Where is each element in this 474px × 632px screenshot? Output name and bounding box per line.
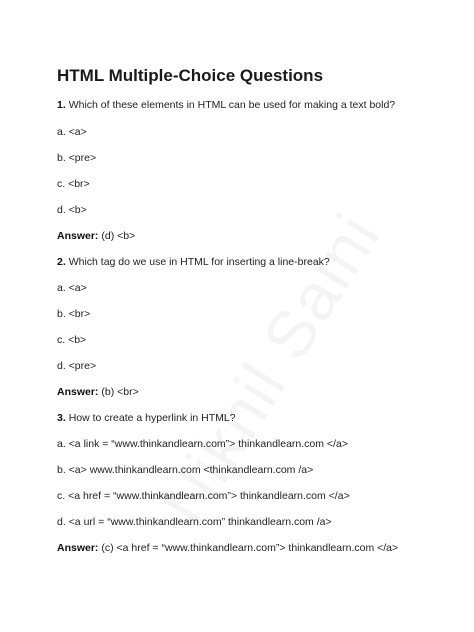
answer-3 xyxy=(57,542,398,554)
watermark xyxy=(126,170,413,566)
question-1 xyxy=(57,99,395,111)
answer-text: (d) <b> xyxy=(101,230,136,242)
option-1b: b. <pre> xyxy=(57,152,97,164)
option-2a: a. <a> xyxy=(57,282,87,294)
question-text: How to create a hyperlink in HTML? xyxy=(68,412,236,424)
question-number: 3. xyxy=(57,412,66,424)
answer-2 xyxy=(57,386,139,398)
option-3d: d. <a url = “www.thinkandlearn.com” thinkandlearn.com /a> xyxy=(57,516,332,528)
option-1d: d. <b> xyxy=(57,204,87,216)
question-number: 1. xyxy=(57,99,66,111)
answer-1 xyxy=(57,230,135,242)
answer-label: Answer: xyxy=(57,542,99,554)
answer-text: (b) <br> xyxy=(101,386,139,398)
option-2b: b. <br> xyxy=(57,308,91,320)
question-number: 2. xyxy=(57,256,66,268)
option-1a: a. <a> xyxy=(57,126,87,138)
question-3 xyxy=(57,412,236,424)
option-3b: b. <a> www.thinkandlearn.com <thinkandlearn.com /a> xyxy=(57,464,314,476)
option-2d: d. <pre> xyxy=(57,360,97,372)
option-1c: c. <br> xyxy=(57,178,90,190)
question-2 xyxy=(57,256,330,268)
option-3a: a. <a link = “www.thinkandlearn.com”> thinkandlearn.com </a> xyxy=(57,438,348,450)
option-3c: c. <a href = “www.thinkandlearn.com”> thinkandlearn.com </a> xyxy=(57,490,350,502)
page-title: HTML Multiple-Choice Questions xyxy=(57,66,324,85)
option-2c: c. <b> xyxy=(57,334,87,346)
answer-text: (c) <a href = “www.thinkandlearn.com”> thinkandlearn.com </a> xyxy=(101,542,399,554)
answer-label: Answer: xyxy=(57,230,99,242)
question-text: Which tag do we use in HTML for inserting a line-break? xyxy=(68,256,330,268)
answer-label: Answer: xyxy=(57,386,99,398)
question-text: Which of these elements in HTML can be used for making a text bold? xyxy=(68,99,396,111)
